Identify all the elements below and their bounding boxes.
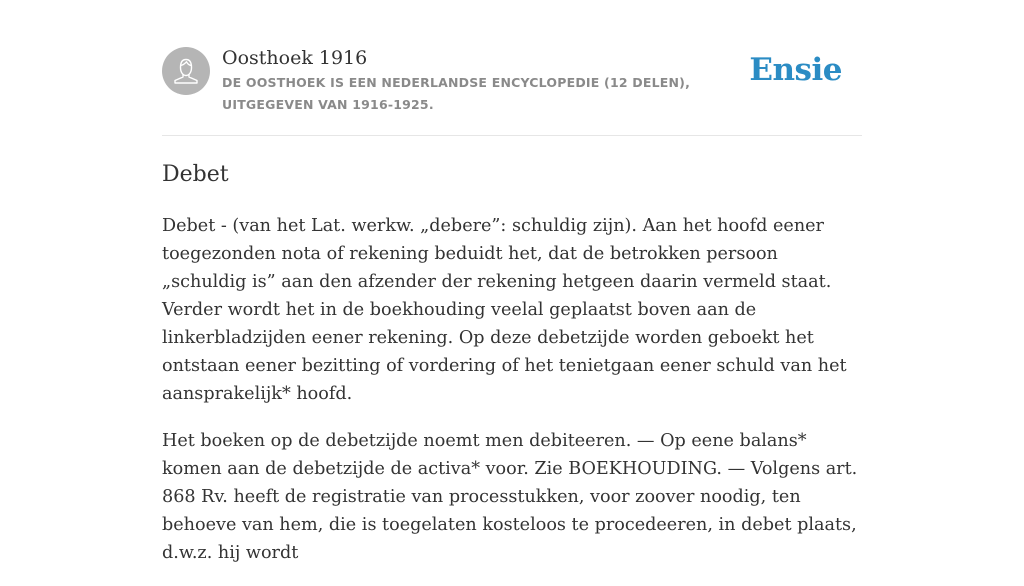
source-name[interactable]: Oosthoek 1916 (222, 47, 368, 69)
page-container (162, 0, 862, 563)
article-body (162, 212, 862, 586)
source-description: DE OOSTHOEK IS EEN NEDERLANDSE ENCYCLOPEDIE (12 DELEN), UITGEGEVEN VAN 1916-1925. (222, 75, 691, 112)
article-paragraph: Debet - (van het Lat. werkw. „debere”: schuldig zijn). Aan het hoofd eener toegezonden nota of rekening beduidt het, dat de betrokken persoon „schuldig is” aan den afzender der rekening hetgeen daarin vermeld staat. Verder wordt het in de boekhouding veelal geplaatst boven aan de linkerbladzijden eener rekening. Op deze debetzijde worden geboekt het ontstaan eener bezitting of vordering of het tenietgaan eener schuld van het aansprakelijk* hoofd. (162, 216, 847, 404)
ensie-logo[interactable]: Ensie (749, 52, 842, 88)
avatar[interactable] (162, 47, 210, 95)
source-header (162, 0, 862, 136)
article-paragraph: Het boeken op de debetzijde noemt men debiteeren. — Op eene balans* komen aan de debetzijde de activa* voor. Zie BOEKHOUDING. — Volgens art. 868 Rv. heeft de registratie van processtukken, voor zoover noodig, ten behoeve van hem, die is toegelaten kosteloos te procedeeren, in debet plaats, d.w.z. hij wordt (162, 431, 858, 563)
user-icon (162, 47, 210, 95)
article-title: Debet (162, 162, 229, 187)
